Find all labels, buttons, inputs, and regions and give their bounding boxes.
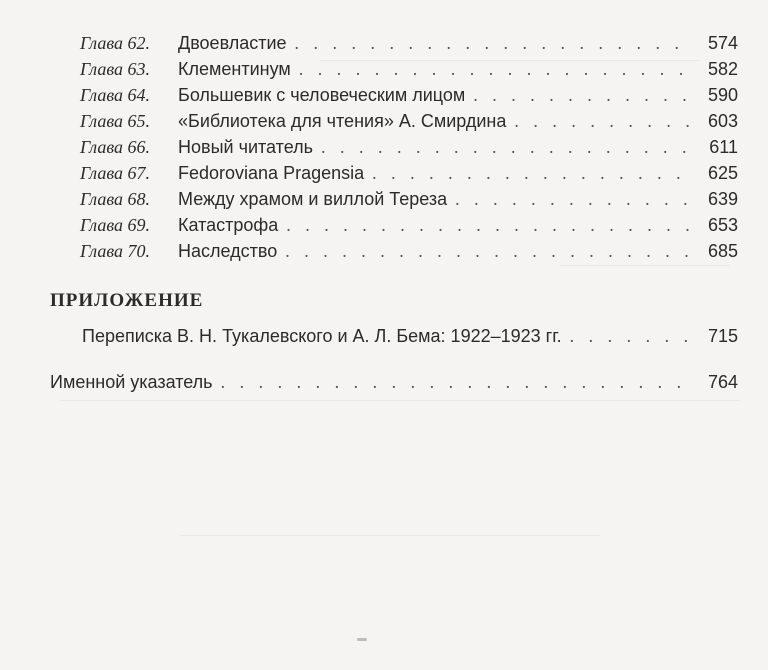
toc-entry-appendix: [82, 323, 738, 349]
leader-dots: [286, 212, 690, 238]
chapter-title: Клементинум: [178, 59, 291, 79]
toc-entry-chapter-66: [80, 134, 738, 160]
toc-entry-chapter-62: [80, 30, 738, 56]
page-number: 582: [707, 59, 738, 79]
toc-entry-chapter-69: [80, 212, 738, 238]
chapter-label: Глава 70.: [80, 241, 151, 261]
chapter-label: Глава 65.: [80, 111, 151, 131]
page-number: 625: [707, 163, 738, 183]
chapter-title: Fedoroviana Pragensia: [178, 163, 365, 183]
toc-entry-chapter-65: [80, 108, 738, 134]
toc-entry-chapter-67: [80, 160, 738, 186]
appendix-heading: ПРИЛОЖЕНИЕ: [50, 290, 204, 311]
chapter-title: Большевик с человеческим лицом: [178, 85, 466, 105]
chapter-title: «Библиотека для чтения» А. Смирдина: [178, 111, 507, 131]
chapter-title: Катастрофа: [178, 215, 279, 235]
toc-entry-chapter-63: [80, 56, 738, 82]
chapter-label: Глава 62.: [80, 33, 151, 53]
chapter-title: Новый читатель: [178, 137, 313, 157]
toc-entry-chapter-70: [80, 238, 738, 264]
page-number: 611: [709, 137, 738, 157]
chapter-label: Глава 68.: [80, 189, 151, 209]
leader-dots: [514, 108, 690, 134]
leader-dots: [295, 30, 690, 56]
page-number: 590: [707, 85, 738, 105]
chapter-label: Глава 67.: [80, 163, 151, 183]
leader-dots: [321, 134, 690, 160]
toc-entry-chapter-64: [80, 82, 738, 108]
leader-dots: [473, 82, 690, 108]
leader-dots: [455, 186, 690, 212]
page-number: 574: [707, 33, 738, 53]
leader-dots: [570, 323, 690, 349]
page-number: 764: [707, 372, 738, 392]
page-number: 715: [707, 326, 738, 346]
chapter-title: Наследство: [178, 241, 278, 261]
chapter-title: Между храмом и виллой Тереза: [178, 189, 448, 209]
toc-entry-name-index: [50, 369, 738, 395]
page-number: 653: [707, 215, 738, 235]
leader-dots: [299, 56, 690, 82]
index-title: Именной указатель: [50, 372, 213, 392]
page-number: 639: [707, 189, 738, 209]
chapter-label: Глава 64.: [80, 85, 151, 105]
chapter-title: Двоевластие: [178, 33, 287, 53]
ink-smudge: [357, 638, 367, 641]
appendix-title: Переписка В. Н. Тукалевского и А. Л. Бема: 1922–1923 гг.: [82, 326, 562, 346]
chapter-label: Глава 66.: [80, 137, 151, 157]
toc-entry-chapter-68: [80, 186, 738, 212]
chapter-label: Глава 63.: [80, 59, 151, 79]
page-number: 685: [707, 241, 738, 261]
leader-dots: [372, 160, 690, 186]
leader-dots: [285, 238, 690, 264]
leader-dots: [221, 369, 690, 395]
chapter-label: Глава 69.: [80, 215, 151, 235]
page-number: 603: [707, 111, 738, 131]
